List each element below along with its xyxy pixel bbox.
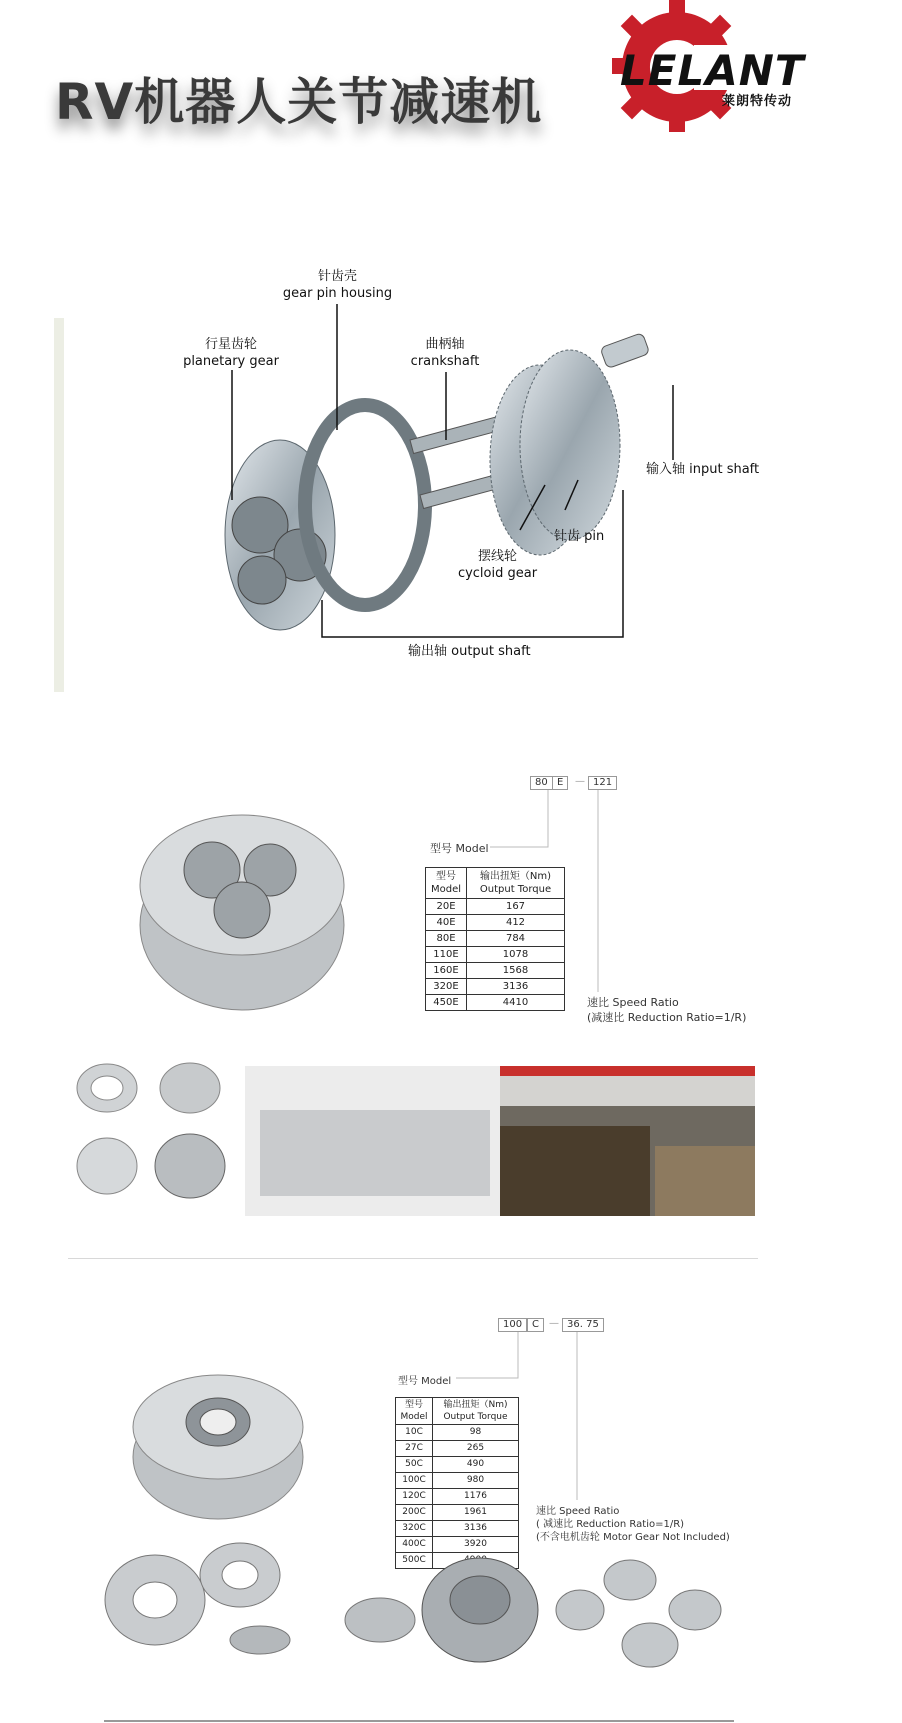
table-header <box>396 1398 519 1425</box>
c-header-model <box>396 1398 433 1425</box>
e-cell-torque: 3136 <box>467 979 565 995</box>
label-cycloid-gear-en: cycloid gear <box>457 566 538 581</box>
c-code-ratio: 36. 75 <box>562 1318 604 1332</box>
table-row <box>426 915 565 931</box>
label-gear-pin-housing-cn: 针齿壳 <box>317 269 357 284</box>
c-header-torque <box>433 1398 519 1425</box>
e-reduction-ratio: (减速比 Reduction Ratio=1/R) <box>587 1011 747 1024</box>
c-cell-model: 10C <box>396 1425 433 1441</box>
e-cell-model: 450E <box>426 995 467 1011</box>
label-cycloid-gear-cn: 摆线轮 <box>477 549 517 564</box>
e-cell-torque: 1568 <box>467 963 565 979</box>
c-components-photo <box>100 1540 740 1680</box>
label-pin: 针齿 pin <box>554 529 605 544</box>
table-row <box>396 1505 519 1521</box>
e-code-model: 80 <box>530 776 553 790</box>
e-spec-table <box>425 867 565 1011</box>
e-model-label: 型号 Model <box>430 842 489 855</box>
c-model-label: 型号 Model <box>398 1376 452 1387</box>
e-header-torque <box>467 868 565 899</box>
bottom-rule <box>104 1720 734 1722</box>
label-output-shaft: 输出轴 output shaft <box>408 644 531 659</box>
table-row <box>396 1489 519 1505</box>
c-cell-torque: 1961 <box>433 1505 519 1521</box>
e-code-dash: — <box>575 776 585 787</box>
c-cell-model: 320C <box>396 1521 433 1537</box>
e-cell-model: 320E <box>426 979 467 995</box>
c-cell-model: 100C <box>396 1473 433 1489</box>
e-header-torque-en: Output Torque <box>479 884 552 895</box>
e-cell-torque: 784 <box>467 931 565 947</box>
c-header-model-en: Model <box>400 1412 428 1422</box>
c-code-dash: — <box>549 1318 559 1329</box>
e-code-series: E <box>552 776 568 790</box>
table-row <box>396 1425 519 1441</box>
c-cell-torque: 3136 <box>433 1521 519 1537</box>
c-code-series: C <box>527 1318 544 1332</box>
table-row <box>426 979 565 995</box>
c-cell-torque: 3920 <box>433 1537 519 1553</box>
table-row <box>396 1457 519 1473</box>
table-row <box>426 899 565 915</box>
table-row <box>396 1521 519 1537</box>
c-cell-model: 50C <box>396 1457 433 1473</box>
table-row <box>396 1441 519 1457</box>
e-cell-torque: 1078 <box>467 947 565 963</box>
e-cell-model: 80E <box>426 931 467 947</box>
label-input-shaft: 输入轴 input shaft <box>646 462 760 477</box>
c-cell-torque: 265 <box>433 1441 519 1457</box>
c-cell-torque: 98 <box>433 1425 519 1441</box>
e-cell-model: 20E <box>426 899 467 915</box>
c-cell-model: 27C <box>396 1441 433 1457</box>
c-cell-model: 120C <box>396 1489 433 1505</box>
brand-name: LELANT <box>620 46 805 95</box>
page-title: RV机器人关节减速机 <box>55 73 543 131</box>
table-row <box>396 1473 519 1489</box>
table-row <box>426 931 565 947</box>
c-reduction-ratio: ( 减速比 Reduction Ratio=1/R) <box>536 1519 685 1530</box>
table-row <box>426 963 565 979</box>
e-speed-ratio: 速比 Speed Ratio <box>587 996 679 1009</box>
label-crankshaft-cn: 曲柄轴 <box>425 337 465 352</box>
c-cell-model: 200C <box>396 1505 433 1521</box>
e-cell-model: 110E <box>426 947 467 963</box>
brand-name-cn: 莱朗特传动 <box>722 94 793 109</box>
e-cell-model: 40E <box>426 915 467 931</box>
label-gear-pin-housing-en: gear pin housing <box>282 286 393 301</box>
c-header-torque-cn: 输出扭矩（Nm) <box>443 1400 508 1410</box>
table-row <box>426 947 565 963</box>
e-header-torque-cn: 输出扭矩（Nm) <box>479 871 552 882</box>
table-header <box>426 868 565 899</box>
label-crankshaft-en: crankshaft <box>410 354 480 369</box>
c-cell-model: 500C <box>396 1553 433 1569</box>
c-header-torque-en: Output Torque <box>443 1412 508 1422</box>
c-header-model-cn: 型号 <box>404 1400 423 1410</box>
c-cell-torque: 1176 <box>433 1489 519 1505</box>
e-cell-torque: 412 <box>467 915 565 931</box>
c-code-model: 100 <box>498 1318 527 1332</box>
e-cell-torque: 167 <box>467 899 565 915</box>
e-code-ratio: 121 <box>588 776 617 790</box>
label-planetary-gear-en: planetary gear <box>183 354 279 369</box>
e-header-model-en: Model <box>430 884 462 895</box>
e-cell-torque: 4410 <box>467 995 565 1011</box>
c-cell-torque: 490 <box>433 1457 519 1473</box>
c-motor-gear-note: (不含电机齿轮 Motor Gear Not Included) <box>536 1532 730 1543</box>
c-cell-model: 400C <box>396 1537 433 1553</box>
c-speed-ratio: 速比 Speed Ratio <box>536 1506 620 1517</box>
e-cell-model: 160E <box>426 963 467 979</box>
c-cell-torque: 980 <box>433 1473 519 1489</box>
e-header-model-cn: 型号 <box>436 871 456 882</box>
e-header-model <box>426 868 467 899</box>
label-planetary-gear-cn: 行星齿轮 <box>204 337 257 352</box>
